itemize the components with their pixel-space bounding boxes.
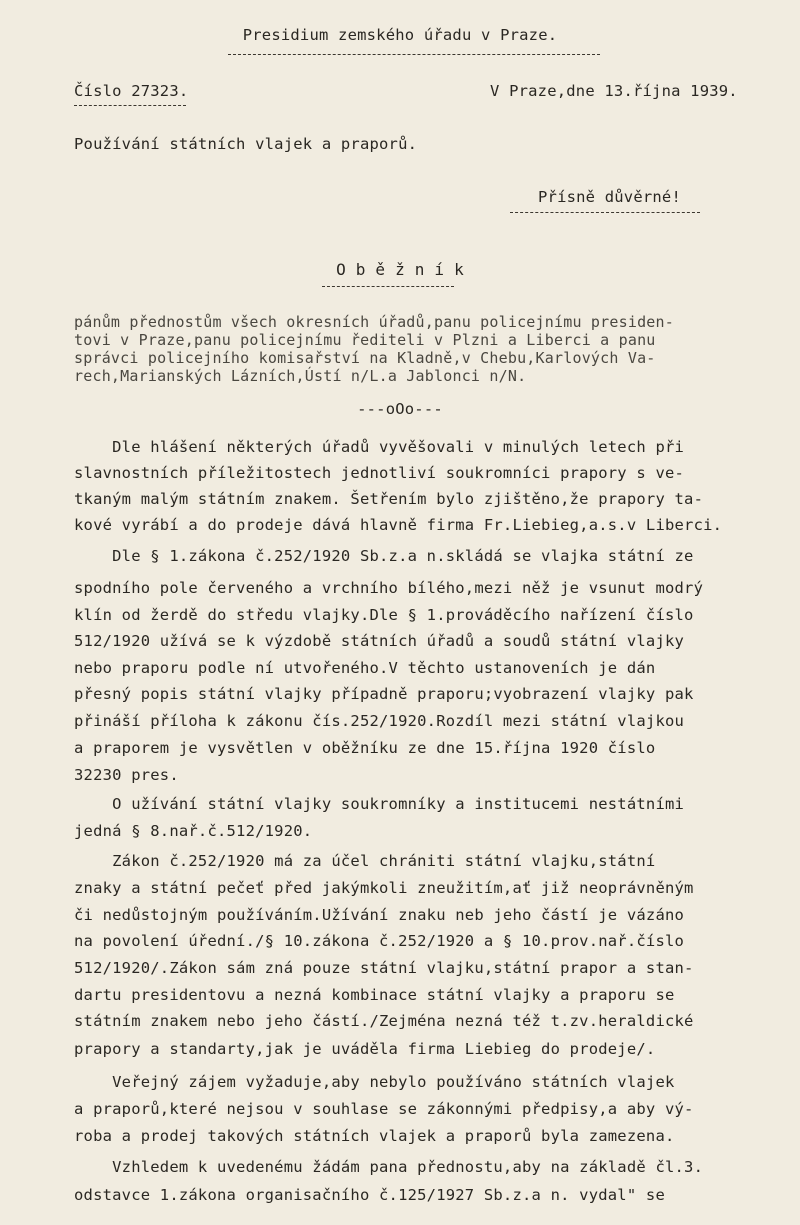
body-line: a praporem je vysvětlen v oběžníku ze dne 15.října 1920 číslo (74, 739, 656, 757)
body-line: Zákon č.252/1920 má za účel chrániti státní vlajku,státní (74, 852, 656, 870)
classification: Přísně důvěrné! (538, 188, 681, 206)
separator: ---oOo--- (357, 400, 443, 418)
body-line: dartu presidentovu a nezná kombinace státní vlajky a praporu se (74, 986, 675, 1004)
body-line: přináší příloha k zákonu čís.252/1920.Rozdíl mezi státní vlajkou (74, 712, 685, 730)
number-underline (74, 105, 186, 106)
addressee-line: správci policejního komisařství na Kladně,v Chebu,Karlových Va- (74, 349, 656, 367)
body-line: prapory a standarty,jak je uváděla firma Liebieg do prodeje/. (74, 1040, 656, 1058)
body-line: klín od žerdě do středu vlajky.Dle § 1.prováděcího nařízení číslo (74, 606, 694, 624)
addressee-line: rech,Marianských Lázních,Ústí n/L.a Jablonci n/N. (74, 367, 527, 385)
body-line: přesný popis státní vlajky případně praporu;vyobrazení vlajky pak (74, 685, 694, 703)
body-line: na povolení úřední./§ 10.zákona č.252/1920 a § 10.prov.nař.číslo (74, 932, 685, 950)
body-line: a praporů,které nejsou v souhlase se zákonnými předpisy,a aby vý- (74, 1100, 694, 1118)
body-line: odstavce 1.zákona organisačního č.125/1927 Sb.z.a n. vydal" se (74, 1186, 665, 1204)
body-line: kové vyrábí a do prodeje dává hlavně firma Fr.Liebieg,a.s.v Liberci. (74, 516, 723, 534)
addressee-line: tovi v Praze,panu policejnímu řediteli v Plzni a Liberci a panu (74, 331, 656, 349)
body-line: O užívání státní vlajky soukromníky a institucemi nestátními (74, 795, 685, 813)
body-line: tkaným malým státním znakem. Šetřením bylo zjištěno,že prapory ta- (74, 490, 704, 508)
body-line: znaky a státní pečeť před jakýmkoli zneužitím,ať již neoprávněným (74, 879, 694, 897)
reference-number: Číslo 27323. (74, 82, 189, 100)
body-line: státním znakem nebo jeho částí./Zejména nezná též t.zv.heraldické (74, 1012, 694, 1030)
body-line: slavnostních příležitostech jednotliví soukromníci prapory s ve- (74, 464, 685, 482)
body-line: 512/1920/.Zákon sám zná pouze státní vlajku,státní prapor a stan- (74, 959, 694, 977)
addressee-line: pánům přednostům všech okresních úřadů,panu policejnímu presiden- (74, 313, 674, 331)
title-underline (228, 54, 600, 55)
body-line: Veřejný zájem vyžaduje,aby nebylo používáno státních vlajek (74, 1073, 675, 1091)
body-line: roba a prodej takových státních vlajek a praporů byla zamezena. (74, 1127, 675, 1145)
body-line: Dle hlášení některých úřadů vyvěšovali v minulých letech při (74, 438, 685, 456)
body-line: nebo praporu podle ní utvořeného.V těchto ustanoveních je dán (74, 659, 656, 677)
classification-underline (510, 212, 700, 213)
body-line: spodního pole červeného a vrchního bílého,mezi něž je vsunut modrý (74, 579, 704, 597)
office-title: Presidium zemského úřadu v Praze. (242, 26, 558, 44)
body-line: či nedůstojným používáním.Užívání znaku neb jeho částí je vázáno (74, 906, 685, 924)
body-line: 512/1920 užívá se k výzdobě státních úřadů a soudů státní vlajky (74, 632, 685, 650)
doc-type-underline (322, 286, 454, 287)
subject-line: Používání státních vlajek a praporů. (74, 135, 418, 153)
place-date: V Praze,dne 13.října 1939. (490, 82, 738, 100)
body-line: Dle § 1.zákona č.252/1920 Sb.z.a n.skládá se vlajka státní ze (74, 547, 694, 565)
document-type: O b ě ž n í k (336, 260, 464, 279)
body-line: Vzhledem k uvedenému žádám pana přednostu,aby na základě čl.3. (74, 1158, 704, 1176)
body-line: 32230 pres. (74, 766, 179, 784)
body-line: jedná § 8.nař.č.512/1920. (74, 822, 313, 840)
